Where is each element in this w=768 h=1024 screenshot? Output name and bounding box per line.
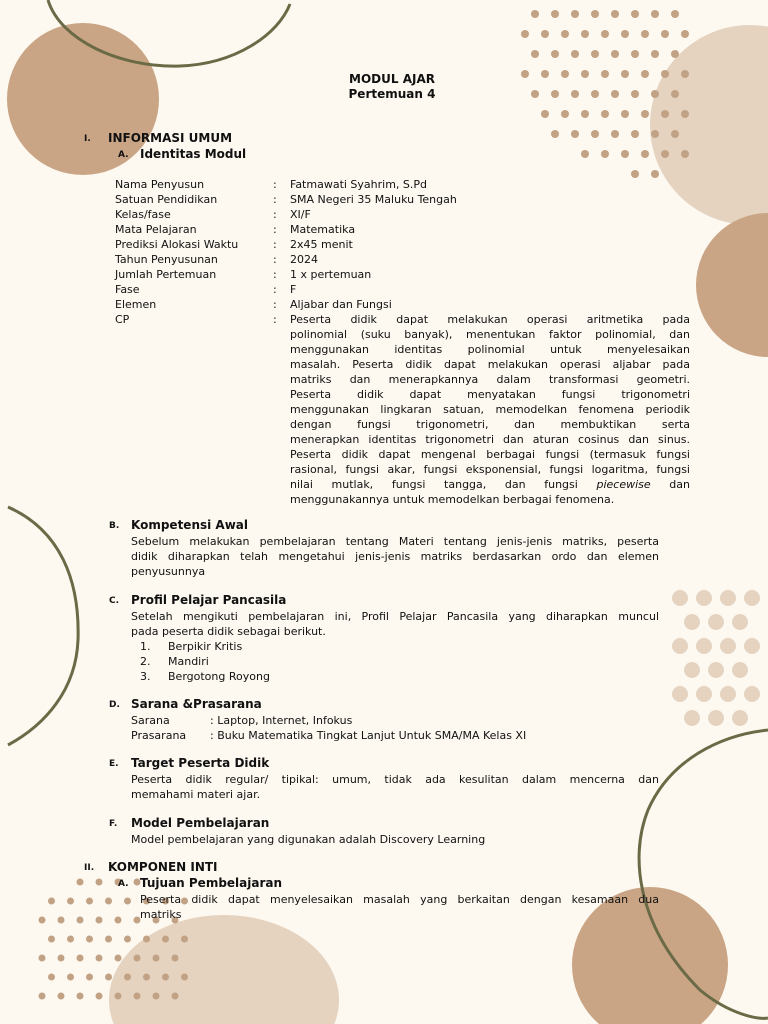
section-1-number: I. [84, 134, 91, 144]
subsection-1b-heading: B. Kompetensi Awal [109, 518, 248, 532]
section-1-heading [84, 131, 233, 146]
subsection-2a-heading: A. Tujuan Pembelajaran [118, 876, 283, 890]
subsection-1f-heading: F. Model Pembelajaran [109, 816, 270, 830]
identity-row: Nama Penyusun : Fatmawati Syahrim, S.Pd [115, 178, 428, 191]
target-peserta-paragraph: Peserta didik regular/ tipikal: umum, tidak ada kesulitan dalam mencerna dan memahami materi ajar. [131, 773, 659, 801]
cp-paragraph: Peserta didik dapat melakukan operasi aritmetika pada polinomial (suku banyak), menentukan faktor polinomial, dan menggunakan identitas polinomial untuk menyelesaikan masalah. Peserta didik dapat melakukan operasi aljabar pada matriks dan menerapkannya dalam transformasi geometri. Peserta didik dapat menyatakan fungsi trigonometri menggunakan lingkaran satuan, memodelkan fenomena periodik dengan fungsi trigonometri, dan membuktikan serta menerapkan identitas trigonometri dan aturan cosinus dan sinus. Peserta didik dapat mengenal berbagai fungsi (termasuk fungsi rasional, fungsi akar, fungsi eksponensial, fungsi logaritma, fungsi nilai mutlak, fungsi tangga, dan fungsi piecewise dan menggunakannya untuk memodelkan berbagai fenomena. [290, 313, 690, 506]
subsection-1d-heading: D. Sarana &Prasarana [109, 697, 262, 711]
profil-pancasila-list: 1. Berpikir Kritis 2. Mandiri 3. Bergotong Royong [140, 640, 270, 683]
identity-row: Tahun Penyusunan : 2024 [115, 253, 318, 266]
subsection-1a-heading [118, 147, 247, 162]
subsection-1a-title: Identitas Modul [140, 147, 247, 161]
subsection-1c-heading: C. Profil Pelajar Pancasila [109, 593, 287, 607]
subsection-1a-letter: A. [118, 150, 129, 160]
identity-row: Satuan Pendidikan : SMA Negeri 35 Maluku Tengah [115, 193, 457, 206]
identity-row: Kelas/fase : XI/F [115, 208, 311, 221]
kompetensi-awal-paragraph: Sebelum melakukan pembelajaran tentang Materi tentang jenis-jenis matriks, peserta didik diharapkan telah mengetahui jenis-jenis matriks berdasarkan ordo dan elemen penyusunnya [131, 535, 659, 578]
profil-pancasila-paragraph: Setelah mengikuti pembelajaran ini, Profil Pelajar Pancasila yang diharapkan muncul pada peserta didik sebagai berikut. [131, 610, 659, 638]
identity-row: Fase : F [115, 283, 297, 296]
identity-row: Elemen : Aljabar dan Fungsi [115, 298, 392, 311]
model-pembelajaran-paragraph: Model pembelajaran yang digunakan adalah Discovery Learning [131, 833, 486, 846]
identity-row: Jumlah Pertemuan : 1 x pertemuan [115, 268, 372, 281]
prasarana-row: Prasarana : Buku Matematika Tingkat Lanjut Untuk SMA/MA Kelas XI [131, 729, 527, 742]
sarana-row: Sarana : Laptop, Internet, Infokus [131, 714, 353, 727]
identity-row-cp: CP : [115, 313, 277, 326]
document-title: MODUL AJAR [349, 72, 435, 86]
identity-row: Prediksi Alokasi Waktu : 2x45 menit [115, 238, 353, 251]
tujuan-pembelajaran-paragraph: Peserta didik dapat menyelesaikan masalah yang berkaitan dengan kesamaan dua matriks [140, 893, 659, 921]
section-1-title: INFORMASI UMUM [108, 131, 233, 145]
subsection-1e-heading: E. Target Peserta Didik [109, 756, 270, 770]
document-subtitle: Pertemuan 4 [348, 87, 436, 101]
identity-row: Mata Pelajaran : Matematika [115, 223, 356, 236]
section-2-heading: II. KOMPONEN INTI [84, 860, 218, 874]
